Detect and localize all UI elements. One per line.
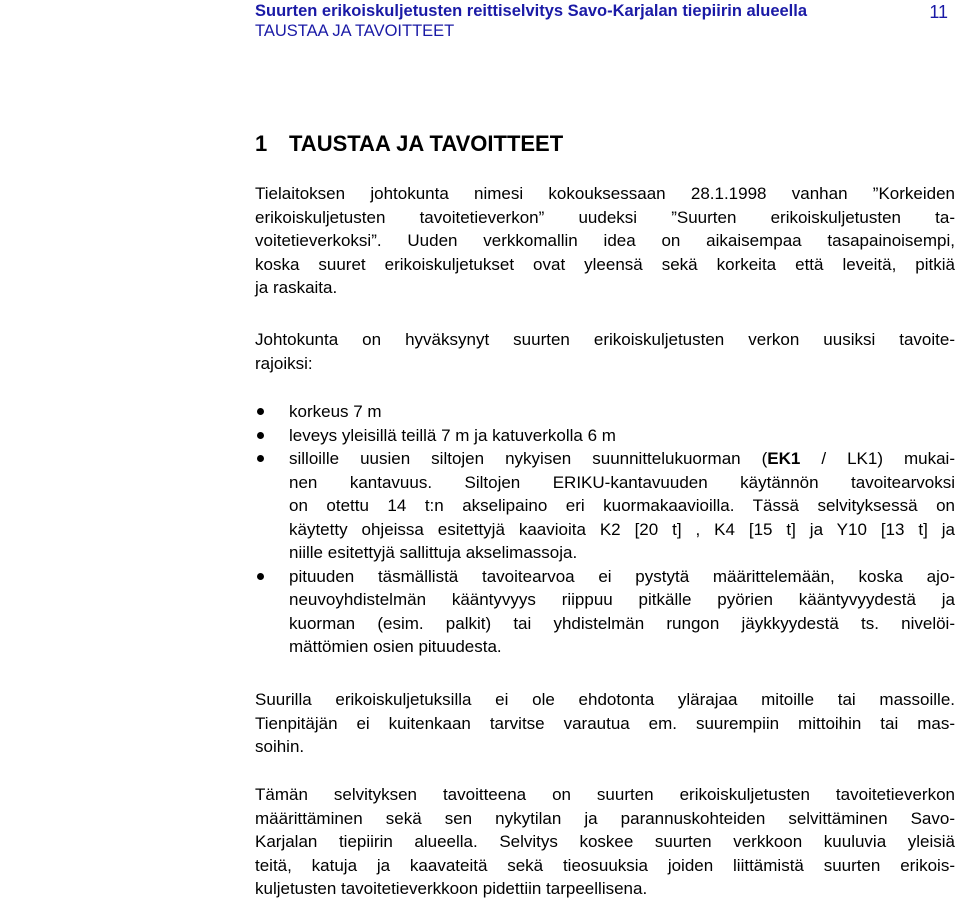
- running-header: [255, 0, 950, 44]
- header-title: Suurten erikoiskuljetusten reittiselvitys Savo-Karjalan tiepiirin alueella: [255, 2, 808, 20]
- text-line: kuorman (esim. palkit) tai yhdistelmän rungon jäykkyydestä ts. nivelöi-: [289, 613, 955, 633]
- text-line: teitä, katuja ja kaavateitä sekä tieosuuksia joiden liittämistä suurten erikois-: [255, 855, 955, 875]
- text-line: soihin.: [255, 737, 305, 756]
- text-segment: silloille uusien siltojen nykyisen suunnittelukuorman (: [289, 449, 768, 468]
- text-line: korkeus 7 m: [289, 402, 382, 421]
- paragraph-intro: [255, 182, 955, 300]
- text-line: kuljetusten tavoitetieverkkoon pidettiin tarpeellisena.: [255, 879, 648, 898]
- text-line: [289, 447, 955, 471]
- section-title: TAUSTAA JA TAVOITTEET: [289, 131, 564, 156]
- bullet-icon: [257, 455, 264, 462]
- text-line: voitetieverkoksi”. Uuden verkkomallin idea on aikaisempaa tasapainoisempi,: [255, 231, 955, 250]
- bullet-icon: [257, 573, 264, 580]
- text-line: ja raskaita.: [255, 278, 338, 297]
- text-line: rajoiksi:: [255, 353, 313, 373]
- text-line: Tielaitoksen johtokunta nimesi kokouksessaan 28.1.1998 vanhan ”Korkeiden: [255, 184, 955, 203]
- text-segment: / LK1) mukai-: [800, 449, 955, 468]
- text-line: Tämän selvityksen tavoitteena on suurten erikoiskuljetusten tavoitetieverkon: [255, 785, 955, 804]
- text-line: pituuden täsmällistä tavoitearvoa ei pystytä määrittelemään, koska ajo-: [289, 566, 955, 586]
- list-item: [255, 447, 955, 565]
- text-line: Tienpitäjän ei kuitenkaan tarvitse varautua em. suurempiin mittoihin tai mas-: [255, 713, 955, 733]
- paragraph-goals: [255, 328, 955, 375]
- bullet-icon: [257, 432, 264, 439]
- list-item: [255, 400, 955, 424]
- bullet-icon: [257, 408, 264, 415]
- bold-term: EK1: [767, 449, 801, 468]
- section-heading: [255, 131, 563, 157]
- section-number: 1: [255, 131, 268, 156]
- text-line: neuvoyhdistelmän kääntyvyys riippuu pitkälle pyörien kääntyvyydestä ja: [289, 590, 955, 609]
- paragraph-limits: [255, 688, 955, 759]
- text-line: määrittäminen sekä sen nykytilan ja parannuskohteiden selvittäminen Savo-: [255, 808, 955, 828]
- goal-list: [255, 400, 955, 659]
- header-subtitle: TAUSTAA JA TAVOITTEET: [255, 22, 455, 40]
- text-line: koska suuret erikoiskuljetukset ovat yleensä sekä korkeita että leveitä, pitkiä: [255, 254, 955, 274]
- text-line: Karjalan tiepiirin alueella. Selvitys koskee suurten verkkoon kuuluvia yleisiä: [255, 832, 955, 851]
- page-number: 11: [929, 2, 948, 22]
- text-line: leveys yleisillä teillä 7 m ja katuverkolla 6 m: [289, 425, 616, 445]
- paragraph-objective: [255, 783, 955, 901]
- text-line: nen kantavuus. Siltojen ERIKU-kantavuuden käytännön tavoitearvoksi: [289, 472, 955, 492]
- text-line: mättömien osien pituudesta.: [289, 637, 502, 656]
- text-line: Suurilla erikoiskuljetuksilla ei ole ehdotonta ylärajaa mitoille tai massoille.: [255, 690, 955, 709]
- text-line: Johtokunta on hyväksynyt suurten erikoiskuljetusten verkon uusiksi tavoite-: [255, 330, 955, 349]
- text-line: käytetty ohjeissa esitettyjä kaavioita K2 [20 t] , K4 [15 t] ja Y10 [13 t] ja: [289, 519, 955, 539]
- text-line: niille esitettyjä sallittuja akselimassoja.: [289, 543, 578, 562]
- list-item: [255, 424, 955, 448]
- list-item: [255, 565, 955, 659]
- text-line: erikoiskuljetusten tavoitetieverkon” uudeksi ”Suurten erikoiskuljetusten ta-: [255, 207, 955, 227]
- text-line: on otettu 14 t:n akselipaino eri kuormakaavioilla. Tässä selvityksessä on: [289, 496, 955, 515]
